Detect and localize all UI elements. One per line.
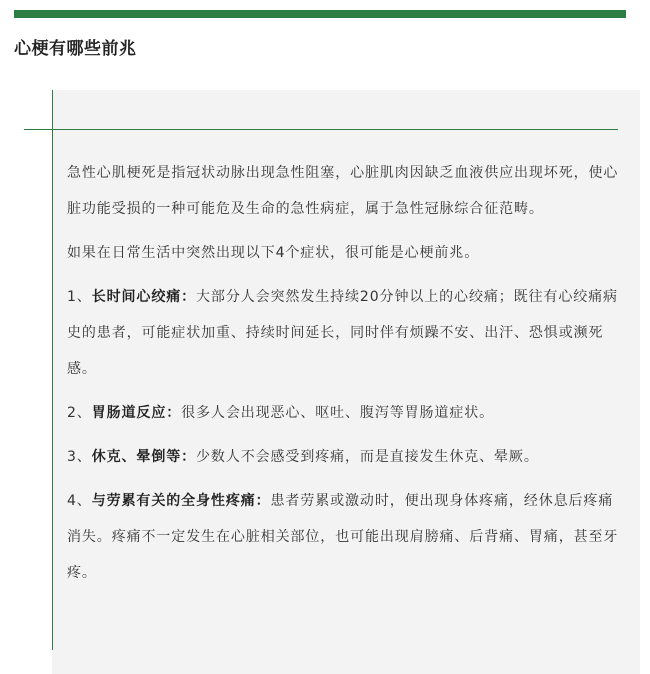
symptom-heading: 与劳累有关的全身性疼痛： <box>91 493 271 509</box>
symptom-number: 2、 <box>67 405 92 421</box>
symptom-heading: 长时间心绞痛： <box>91 289 197 305</box>
symptom-text: 少数人不会感受到疼痛，而是直接发生休克、晕厥。 <box>196 449 539 465</box>
symptom-number: 4、 <box>67 493 92 509</box>
symptom-text: 大部分人会突然发生持续20分钟以上的心绞痛；既往有心绞痛病史的患者，可能症状加重、持续时间延长，同时伴有烦躁不安、出汗、恐惧或濒死感。 <box>67 289 618 377</box>
horizontal-accent-line <box>24 129 618 130</box>
vertical-accent-line <box>52 90 53 650</box>
symptom-item-1 <box>67 279 619 387</box>
symptom-number: 1、 <box>67 289 92 305</box>
symptom-text: 患者劳累或激动时，便出现身体疼痛，经休息后疼痛消失。疼痛不一定发生在心脏相关部位，也可能出现肩膀痛、后背痛、胃痛，甚至牙疼。 <box>67 493 619 581</box>
symptom-text: 很多人会出现恶心、呕吐、腹泻等胃肠道症状。 <box>181 405 495 421</box>
symptom-item-2 <box>67 395 619 431</box>
symptom-heading: 休克、晕倒等： <box>91 449 197 465</box>
lead-paragraph: 如果在日常生活中突然出现以下4个症状，很可能是心梗前兆。 <box>67 245 480 261</box>
intro-paragraph: 急性心肌梗死是指冠状动脉出现急性阻塞，心脏肌肉因缺乏血液供应出现坏死，使心脏功能受损的一种可能危及生命的急性病症，属于急性冠脉综合征范畴。 <box>67 165 619 217</box>
accent-top-bar <box>14 10 626 18</box>
symptom-number: 3、 <box>67 449 92 465</box>
symptom-item-4 <box>67 483 619 591</box>
article-body <box>67 155 619 599</box>
symptom-heading: 胃肠道反应： <box>91 405 182 421</box>
symptom-item-3 <box>67 439 619 475</box>
page-title: 心梗有哪些前兆 <box>14 39 137 59</box>
